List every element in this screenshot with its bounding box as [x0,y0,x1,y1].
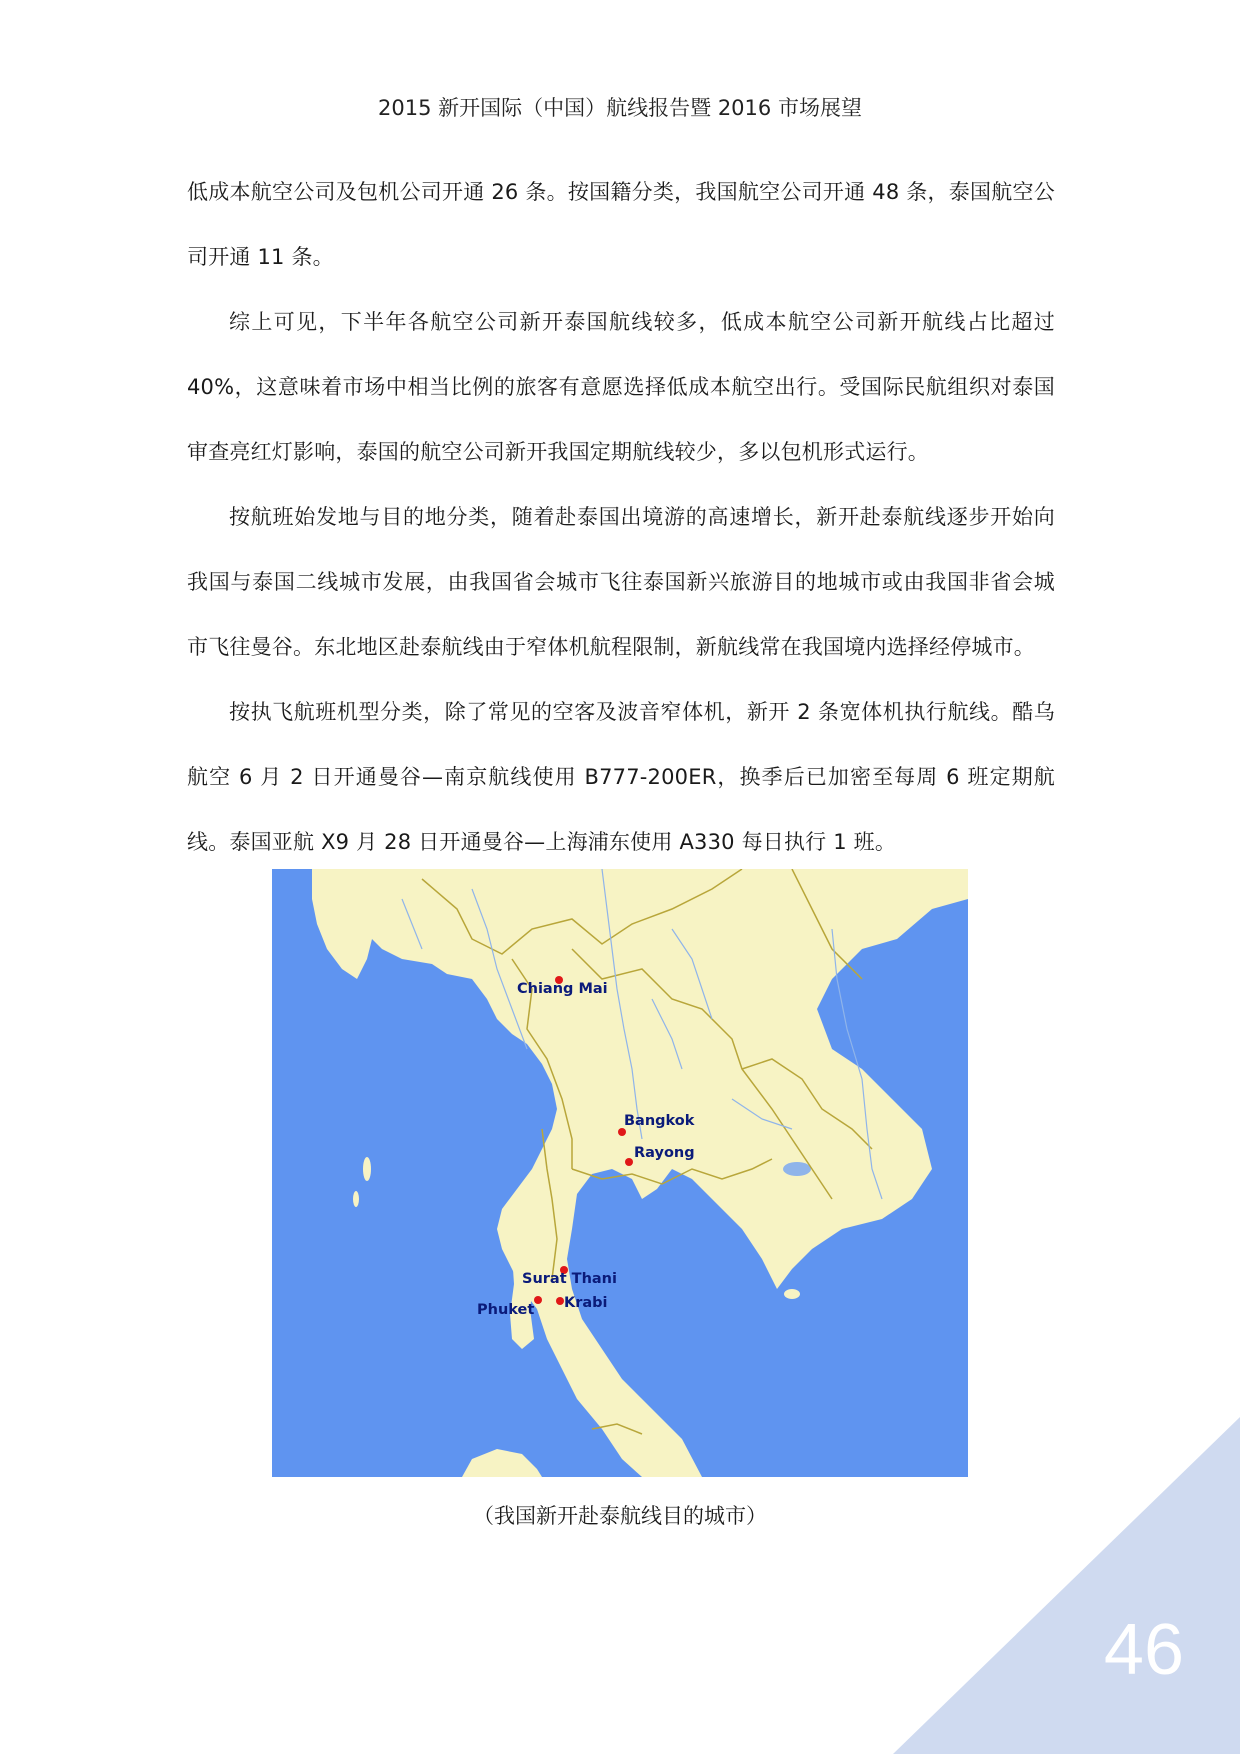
label-chiang-mai: Chiang Mai [517,981,608,997]
marker-bangkok [618,1128,626,1136]
tonle-sap-lake [783,1162,811,1176]
marker-phuket [534,1296,542,1304]
island [784,1289,800,1299]
thailand-route-map [272,869,968,1477]
label-phuket: Phuket [477,1302,535,1318]
island [353,1191,359,1207]
figure-caption: （我国新开赴泰航线目的城市） [473,1504,767,1528]
page-header: 2015 新开国际（中国）航线报告暨 2016 市场展望 [378,96,862,120]
marker-krabi [556,1297,564,1305]
label-rayong: Rayong [634,1145,695,1161]
paragraph: 按执飞航班机型分类，除了常见的空客及波音窄体机，新开 2 条宽体机执行航线。酷乌航空 6 月 2 日开通曼谷—南京航线使用 B777-200ER，换季后已加密至每周 6 班定期航线。泰国亚航 X9 月 28 日开通曼谷—上海浦东使用 A330 每日执行 1 班。 [187,700,1055,854]
island [363,1157,371,1181]
label-surat-thani: Surat Thani [522,1271,617,1287]
marker-rayong [625,1158,633,1166]
map-svg [272,869,968,1477]
paragraph: 低成本航空公司及包机公司开通 26 条。按国籍分类，我国航空公司开通 48 条，泰国航空公司开通 11 条。 [187,180,1055,269]
page-number: 46 [1103,1610,1184,1690]
paragraph: 按航班始发地与目的地分类，随着赴泰国出境游的高速增长，新开赴泰航线逐步开始向我国与泰国二线城市发展，由我国省会城市飞往泰国新兴旅游目的地城市或由我国非省会城市飞往曼谷。东北地区赴泰航线由于窄体机航程限制，新航线常在我国境内选择经停城市。 [187,505,1055,659]
body-text [187,160,1055,875]
label-krabi: Krabi [564,1295,608,1311]
paragraph: 综上可见，下半年各航空公司新开泰国航线较多，低成本航空公司新开航线占比超过 40%，这意味着市场中相当比例的旅客有意愿选择低成本航空出行。受国际民航组织对泰国审查亮红灯影响，泰国的航空公司新开我国定期航线较少，多以包机形式运行。 [187,310,1055,464]
label-bangkok: Bangkok [624,1113,695,1129]
corner-decoration [893,1417,1240,1754]
